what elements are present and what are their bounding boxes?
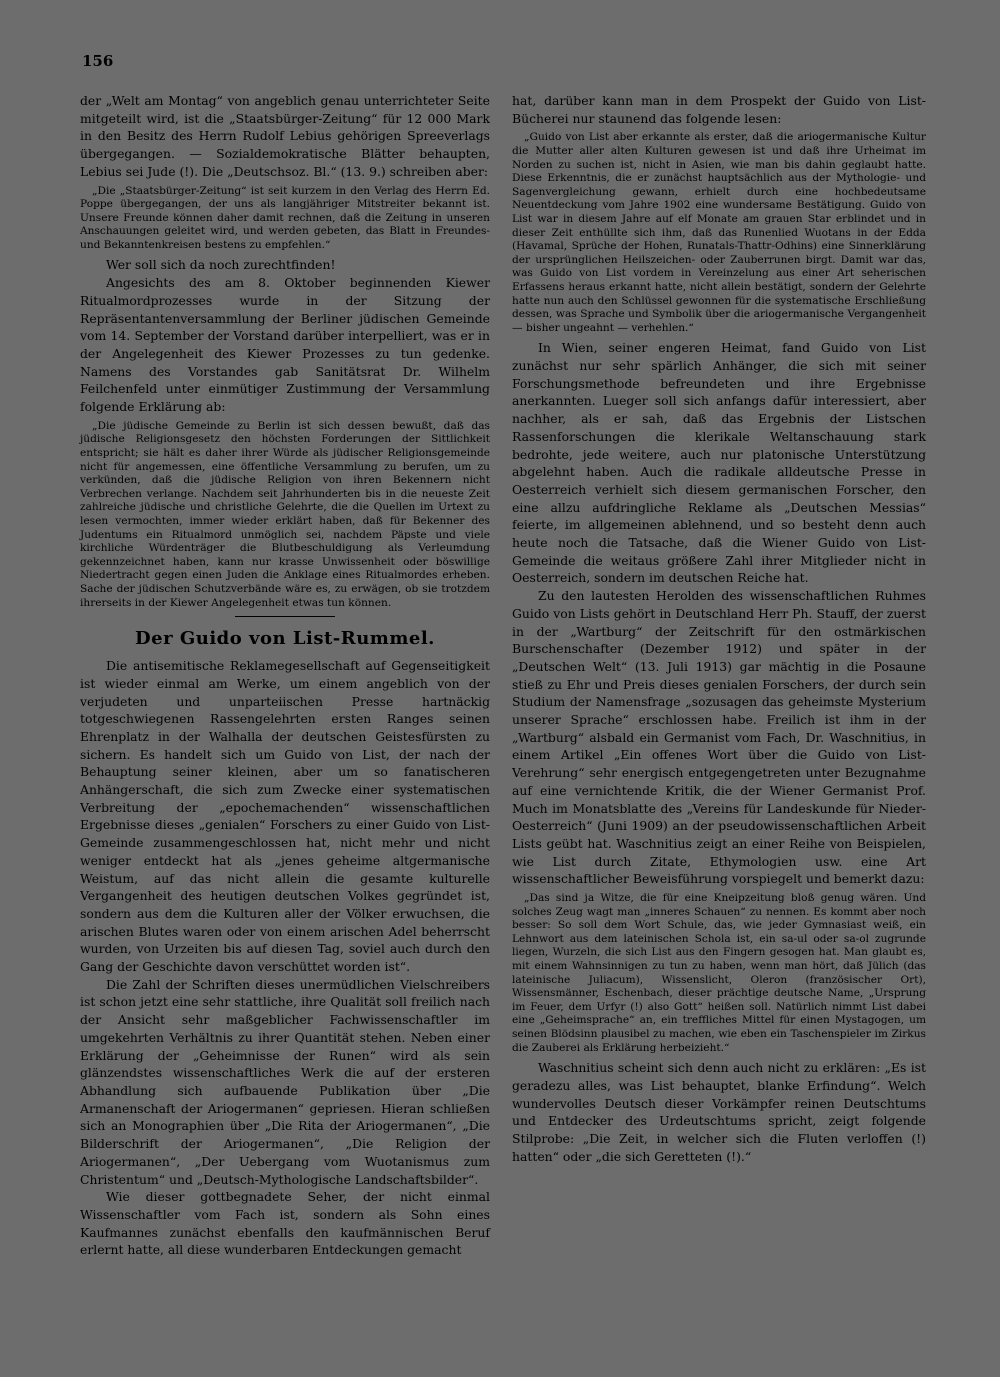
left-quote-2: „Die jüdische Gemeinde zu Berlin ist sich dessen bewußt, daß das jüdische Religionsgesetz den höchsten Forderungen der Sittlichkeit entspricht; sie hält es daher ihrer Würde als jüdischer Religionsgemeinde nicht für angemessen, eine öffentliche Versammlung zu berufen, um zu verkünden, daß die jüdische Religion von ihren Bekennern nicht Verbrechen verlange. Nachdem seit Jahrhunderten bis in die neueste Zeit zahlreiche jüdische und christliche Gelehrte, die die Quellen im Urtext zu lesen vermochten, immer wieder erklärt haben, daß für Bekenner des Judentums ein Ritualmord unmöglich sei, nachdem Päpste und viele kirchliche Würdenträger die Blutbeschuldigung als Verleumdung gekennzeichnet haben, kann nur krasse Unwissenheit oder böswillige Niedertracht gegen einen Juden die Anklage eines Ritualmordes erheben. Sache der jüdischen Schutzverbände wäre es, zu erwägen, ob sie trotzdem ihrerseits in der Kiewer Angelegenheit etwas tun können. — [80, 419, 490, 609]
left-paragraph-1: der „Welt am Montag“ von angeblich genau unterrichteter Seite mitgeteilt wird, ist die „Staatsbürger-Zeitung“ für 12 000 Mark in den Besitz des Herrn Rudolf Lebius gehörigen Spreeverlags übergegangen. — Sozialdemokratische Blätter behaupten, Lebius sei Jude (!). Die „Deutschsoz. Bl.“ (13. 9.) schreiben aber: — [80, 93, 490, 179]
right-quote-2: „Das sind ja Witze, die für eine Kneipzeitung bloß genug wären. Und solches Zeug wagt man „inneres Schauen“ zu nennen. Es kommt aber noch besser: So soll dem Wort Schule, das, wie jeder Gymnasiast weiß, ein Lehnwort aus dem lateinischen Schola ist, ein sa-ul oder sa-ol zugrunde liegen, Wurzeln, die sich List aus den Fingern gesogen hat. Man glaubt es, mit einem Wahnsinnigen zu tun zu haben, wenn man hört, daß Jülich (das lateinische Juliacum), Wissenslicht, Oleron (französischer Ort), Wissensmänner, Eschenbach, dieser prächtige deutsche Name, „Ursprung im Feuer, dem Urfyr (!) also Gott“ heißen soll. Natürlich nimmt List dabei eine „Geheimsprache“ an, ein treffliches Mittel für einen Mystagogen, um seinen Blödsinn plausibel zu machen, wie eben ein Taschenspieler im Zirkus die Zauberei als Erklärung herbeizieht.“ — [512, 892, 926, 1054]
left-column — [80, 92, 490, 1259]
left-paragraph-4: Die antisemitische Reklamegesellschaft auf Gegenseitigkeit ist wieder einmal am Werke, um einem angeblich von der verjudeten und unparteiischen Presse hartnäckig totgeschwiegenen Rassengelehrten ersten Ranges seinen Ehrenplatz in der Walhalla der deutschen Geistesfürsten zu sichern. Es handelt sich um Guido von List, der nach der Behauptung seiner kleinen, aber um so fanatischeren Anhängerschaft, die sich zum Zwecke einer systematischen Verbreitung der „epochemachenden“ wissenschaftlichen Ergebnisse dieses „genialen“ Forschers zu einer Guido von List-Gemeinde zusammengeschlossen hat, nicht mehr und nicht weniger entdeckt hat als „jenes geheime altgermanische Weistum, auf das nicht allein die gesamte kulturelle Vergangenheit des heutigen deutschen Volkes gegründet ist, sondern aus dem die Kulturen aller der Völker erwuchsen, die arischen Blutes waren oder von einem arischen Adel beherrscht wurden, von Urzeiten bis auf diesen Tag, soviel auch durch den Gang der Geschichte davon verschüttet worden ist“. — [80, 658, 490, 975]
left-paragraph-6: Wie dieser gottbegnadete Seher, der nicht einmal Wissenschaftler vom Fach ist, sondern als Sohn eines Kaufmannes zunächst ebenfalls den kaufmännischen Beruf erlernt hatte, all diese wunderbaren Entdeckungen gemacht — [80, 1189, 490, 1258]
right-paragraph-2: In Wien, seiner engeren Heimat, fand Guido von List zunächst nur sehr spärlich Anhänger, die sich mit seiner Forschungsmethode befreundeten und ihre Ergebnisse anerkannten. Lueger soll sich anfangs dafür interessiert, aber nachher, als er sah, daß das Ergebnis der Listschen Rassenforschungen die klerikale Weltanschauung stark bedrohte, jede weitere, auch nur platonische Unterstützung abgelehnt haben. Auch die radikale alldeutsche Presse in Oesterreich verhielt sich diesem germanischen Forscher, den eine allzu aufdringliche Reklame als „Deutschen Messias“ feierte, im allgemeinen ablehnend, und so besteht denn auch heute noch die Tatsache, daß die Wiener Guido von List-Gemeinde die weitaus größere Zahl ihrer Mitglieder nicht in Oesterreich, sondern im deutschen Reiche hat. — [512, 340, 926, 586]
right-paragraph-1: hat, darüber kann man in dem Prospekt der Guido von List-Bücherei nur staunend das folgende lesen: — [512, 93, 926, 126]
right-quote-1: „Guido von List aber erkannte als erster, daß die ariogermanische Kultur die Mutter aller alten Kulturen gewesen ist und daß ihre Urheimat im Norden zu suchen ist, nicht in Asien, wie man bis dahin geglaubt hatte. Diese Erkenntnis, die er zunächst hauptsächlich aus der Mythologie- und Sagenvergleichung gewann, erhielt durch eine hochbedeutsame Neuentdeckung vom Jahre 1902 eine wundersame Bestätigung. Guido von List war in diesem Jahre auf elf Monate am grauen Star erblindet und in dieser Zeit enthüllte sich ihm, daß das Runenlied Wuotans in der Edda (Havamal, Sprüche der Hohen, Runatals-Thattr-Odhins) eine Sinnerklärung der ursprünglichen Heilszeichen- oder Zauberrunen birgt. Damit war das, was Guido von List vordem in Vereinzelung aus einer Art seherischen Erfassens heraus erkannt hatte, nicht allein bestätigt, sondern der Gelehrte hatte nun auch den Schlüssel gewonnen für die systematische Erschließung dessen, was Sprache und Symbolik über die ariogermanische Vergangenheit — bisher ungeahnt — verhehlen.“ — [512, 131, 926, 334]
left-paragraph-5: Die Zahl der Schriften dieses unermüdlichen Vielschreibers ist schon jetzt eine sehr stattliche, ihre Qualität soll freilich nach der Ansicht sehr maßgeblicher Fachwissenschaftler im umgekehrten Verhältnis zu ihrer Quantität stehen. Neben einer Erklärung der „Geheimnisse der Runen“ wird als sein glänzendstes wissenschaftliches Werk die auf der ersteren Abhandlung sich aufbauende Publikation über „Die Armanenschaft der Ariogermanen“ gepriesen. Hieran schließen sich an Monographien über „Die Rita der Ariogermanen“, „Die Bilderschrift der Ariogermanen“, „Die Religion der Ariogermanen“, „Der Uebergang vom Wuotanismus zum Christentum“ und „Deutsch-Mythologische Landschaftsbilder“. — [80, 976, 490, 1187]
left-paragraph-2: Wer soll sich da noch zurechtfinden! — [106, 257, 336, 273]
section-divider — [235, 616, 335, 617]
left-quote-1: „Die „Staatsbürger-Zeitung“ ist seit kurzem in den Verlag des Herrn Ed. Poppe übergegangen, der uns als langjähriger Mitstreiter bekannt ist. Unsere Freunde können daher damit rechnen, daß die Zeitung in unseren Anschauungen geleitet wird, und werden gebeten, das Blatt in Freundes- und Bekanntenkreisen bestens zu empfehlen.“ — [80, 184, 490, 251]
section-heading: Der Guido von List-Rummel. — [135, 628, 435, 650]
right-paragraph-3: Zu den lautesten Herolden des wissenschaftlichen Ruhmes Guido von Lists gehört in Deutschland Herr Ph. Stauff, der zuerst in der „Wartburg“ der Zeitschrift für den ostmärkischen Burschenschafter (Dezember 1912) und später in der „Deutschen Welt“ (13. Juli 1913) gar mächtig in die Posaune stieß zu Ehr und Preis dieses genialen Forschers, der durch sein Studium der Namensfrage „sozusagen das geheimste Mysterium unserer Sprache“ erschlossen habe. Freilich ist ihm in der „Wartburg“ alsbald ein Germanist vom Fach, Dr. Waschnitius, in einem Artikel „Ein offenes Wort über die Guido von List-Verehrung“ sehr energisch entgegengetreten unter Bezugnahme auf eine vernichtende Kritik, die der Wiener Germanist Prof. Much im Monatsblatte des „Vereins für Landeskunde für Nieder-Oesterreich“ (Juni 1909) an der pseudowissenschaftlichen Arbeit Lists geübt hat. Waschnitius zeigt an einer Reihe von Beispielen, wie List durch Zitate, Ethymologien usw. eine Art wissenschaftlicher Beweisführung vorspiegelt und bemerkt dazu: — [512, 588, 926, 887]
left-paragraph-3: Angesichts des am 8. Oktober beginnenden Kiewer Ritualmordprozesses wurde in der Sitzung der Repräsentantenversammlung der Berliner jüdischen Gemeinde vom 14. September der Vorstand darüber interpelliert, was er in der Angelegenheit des Kiewer Prozesses zu tun gedenke. Namens des Vorstandes gab Sanitätsrat Dr. Wilhelm Feilchenfeld unter einmütiger Zustimmung der Versammlung folgende Erklärung ab: — [80, 275, 490, 415]
right-column — [512, 92, 926, 1165]
page-number: 156 — [82, 52, 114, 70]
right-paragraph-4: Waschnitius scheint sich denn auch nicht zu erklären: „Es ist geradezu alles, was List behauptet, blanke Erfindung“. Welch wundervolles Deutsch dieser Vorkämpfer reinen Deutschtums und Entdecker des Urdeutschtums spricht, zeigt folgende Stilprobe: „Die Zeit, in welcher sich die Fluten verloffen (!) hatten“ oder „die sich Geretteten (!).“ — [512, 1060, 926, 1164]
